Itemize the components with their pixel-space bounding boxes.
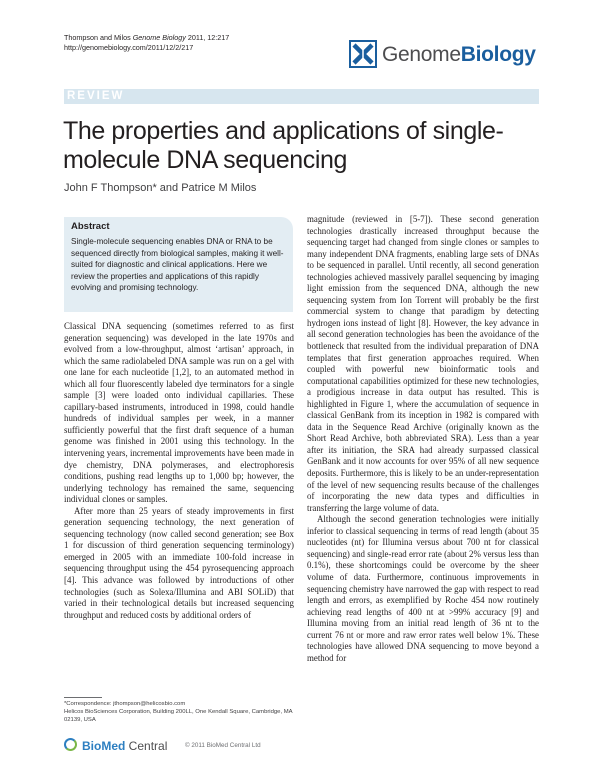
citation xyxy=(64,33,229,53)
article-title: The properties and applications of single-molecule DNA sequencing xyxy=(63,117,504,174)
abstract-heading: Abstract xyxy=(71,221,110,232)
paragraph: After more than 25 years of steady improvements in first generation sequencing technology, the next generation of sequencing technology (now called second generation; see Box 1 for discussion of third generation sequencing terminology) emerged in 2005 with an immediate 100-fold increase in sequencing throughput using the 454 pyrosequencing approach [4]. This advance was followed by introductions of other technologies (such as Solexa/Illumina and ABI SOLiD) that varied in their technological details but increased sequencing throughput and reduced costs by additional orders of xyxy=(64,505,294,620)
affiliation-note: Helicos BioSciences Corporation, Building 200LL, One Kendall Square, Cambridge, MA 02139, USA xyxy=(64,709,293,724)
article-authors: John F Thompson* and Patrice M Milos xyxy=(64,182,257,194)
copyright-notice: © 2011 BioMed Central Ltd xyxy=(185,742,261,749)
logo-word-biology: Biology xyxy=(460,43,536,66)
body-column-right xyxy=(307,214,539,664)
abstract-text: Single-molecule sequencing enables DNA or RNA to be sequenced directly from biological samples, making it well-suited for diagnostic and clinical applications. Here we review the properties and applications of this rapidly evolving and promising technology. xyxy=(71,237,284,293)
journal-logo-icon xyxy=(349,40,377,68)
logo-word-genome: Genome xyxy=(382,43,461,66)
body-column-left xyxy=(64,321,294,621)
paragraph: Although the second generation technologies were initially inferior to classical sequencing in terms of read length (about 35 nucleotides (nt) for Illumina versus about 700 nt for classical sequencing) and single-read error rate (about 2% versus less than 0.1%), these shortcomings could be overcome by the sheer volume of data. Furthermore, continuous improvements in sequencing chemistry have narrowed the gap with respect to read length and errors, as exemplified by Roche 454 now routinely achieving read lengths of 400 nt at >99% accuracy [9] and Illumina moving from an initial read length of 36 nt to the current 76 nt or more and raw error rates well below 1%. These technologies have allowed DNA sequencing to move beyond a method for xyxy=(307,514,539,663)
bmc-word-biomed: BioMed xyxy=(82,739,126,753)
bmc-word-central: Central xyxy=(125,739,168,753)
biomed-central-text xyxy=(82,738,167,754)
citation-volume: 2011, 12:217 xyxy=(185,33,230,42)
biomed-central-icon xyxy=(64,738,77,751)
citation-journal: Genome Biology xyxy=(132,33,186,42)
footnote-divider xyxy=(64,697,102,698)
citation-authors: Thompson and Milos xyxy=(64,33,133,42)
citation-url[interactable]: http://genomebiology.com/2011/12/2/217 xyxy=(64,43,194,52)
section-bar xyxy=(64,89,539,104)
paragraph: magnitude (reviewed in [5-7]). These second generation technologies drastically increased throughput because the sequencing target had changed from single clones or samples to many independent DNA fragments, enabling large sets of DNAs to be sequenced in parallel. Until recently, all second generation technologies achieved massively parallel sequencing by imaging light emission from the sequenced DNA, although the new sequencing system from Ion Torrent will probably be the first commercial system to change that paradigm by detecting hydrogen ions instead of light [8]. However, the key advance in all second generation technologies has been the avoidance of the bottleneck that resulted from the individual preparation of DNA templates that first generation approaches required. When coupled with powerful new bioinformatic tools and computational capabilities optimized for these new technologies, a prodigious increase in data output has resulted. This is highlighted in Figure 1, where the accumulation of sequence in classical GenBank from its inception in 1982 is compared with data in the Sequence Read Archive (originally known as the Short Read Archive, both abbreviated SRA). Less than a year after its initiation, the SRA had already surpassed classical GenBank and it now accounts for over 95% of all new sequence deposits. Furthermore, this is likely to be an under-representation of the level of new sequencing results because of the challenges of incorporating the new data types and difficulties in transferring the large volume of data. xyxy=(307,214,539,513)
correspondence-note: *Correspondence: jthompson@helicosbio.com xyxy=(64,701,186,707)
journal-logo-text xyxy=(382,42,536,68)
paragraph: Classical DNA sequencing (sometimes referred to as first generation sequencing) was developed in the late 1970s and evolved from a low-throughput, almost ‘artisan’ approach, in which the same radiolabeled DNA sample was run on a gel with one lane for each nucleotide [1,2], to an automated method in which all four fluorescently labeled dye terminators for a single sample [3] were loaded onto individual capillaries. These capillary-based instruments, introduced in 1998, could handle hundreds of individual samples per week, in a manner sufficiently powerful that the first draft sequence of a human genome was finished in 2001 using this technology. In the intervening years, incremental improvements have been made in dye chemistry, DNA polymerases, and electrophoresis conditions, pushing read lengths up to 1,000 bp; however, the underlying technology has remained the same, sequencing individual clones or samples. xyxy=(64,321,294,505)
biomed-central-logo xyxy=(64,737,174,755)
section-label: REVIEW xyxy=(67,90,125,102)
abstract-box xyxy=(64,217,293,312)
footnote xyxy=(64,700,300,725)
genome-biology-logo xyxy=(349,40,539,70)
